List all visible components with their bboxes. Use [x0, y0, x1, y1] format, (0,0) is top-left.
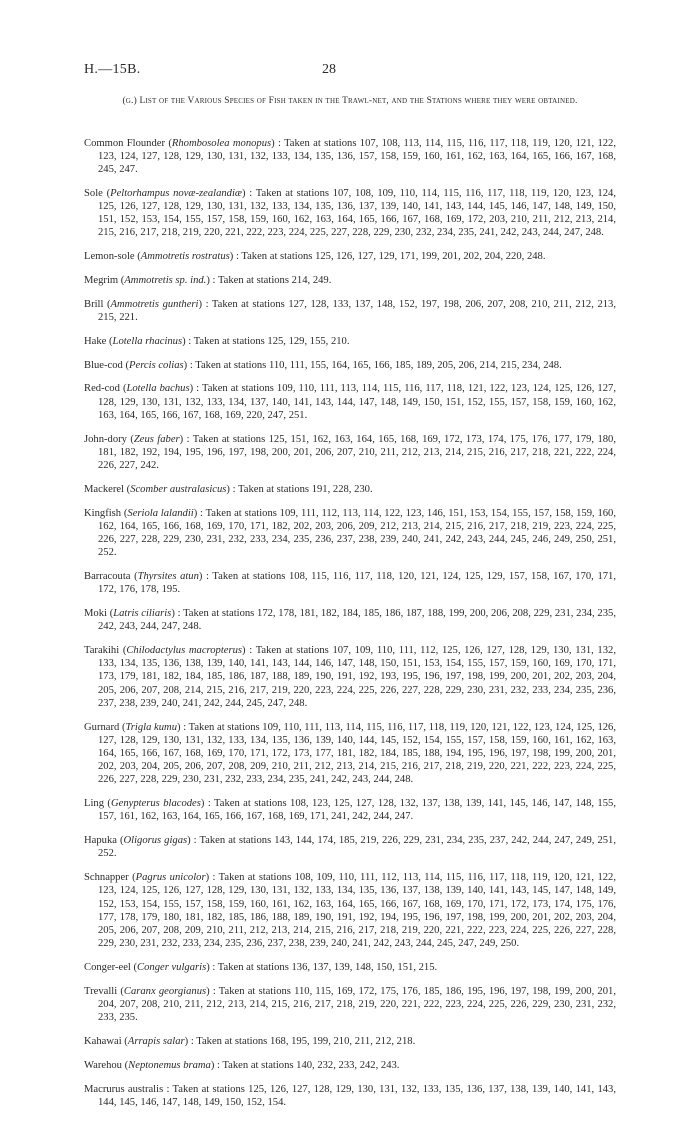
species-stations: Taken at stations 109, 110, 111, 113, 114, 115, 116, 117, 118, 121, 122, 123, 124, 125, 126, 127, 128, 129, 130, 131, 132, 133, 134, 137, 140, 141, 143, 144, 147, 148, 149, 150, 151, 152, 155, 157, 158, 159, 160, 162, 163, 164, 165, 166, 167, 168, 169, 220, 247, 251. [98, 383, 616, 421]
species-latin-name: Rhombosolea monopus [171, 137, 272, 149]
species-latin-name: Thyrsites atun [137, 571, 199, 582]
species-entry: Mackerel (Scomber australasicus) : Taken at stations 191, 228, 230. [84, 483, 373, 495]
species-entry: Sole (Peltorhampus novæ-zealandiæ) : Taken at stations 107, 108, 109, 110, 114, 115, 116, 117, 118, 119, 120, 123, 124, 125, 126, 127, 128, 129, 130, 131, 132, 133, 134, 135, 136, 137, 139, 140, 141, 143, 144, 145, 146, 147, 148, 149, 150, 151, 152, 153, 154, 155, 157, 158, 159, 160, 162, 163, 164, 165, 166, 167, 168, 169, 172, 203, 210, 211, 212, 213, 214, 215, 216, 217, 218, 219, 220, 221, 222, 223, 224, 225, 227, 228, 229, 230, 232, 234, 235, 241, 242, 243, 244, 247, 248. [84, 187, 616, 239]
species-entry: Barracouta (Thyrsites atun) : Taken at stations 108, 115, 116, 117, 118, 120, 121, 124, 125, 129, 157, 158, 167, 170, 171, 172, 176, 178, 195. [84, 571, 616, 596]
species-latin-name: Conger vulgaris [137, 962, 207, 974]
species-common-name: Lemon-sole [84, 251, 135, 263]
species-stations: Taken at stations 109, 111, 112, 113, 114, 122, 123, 146, 151, 153, 154, 155, 157, 158, 159, 160, 162, 164, 165, 166, 168, 169, 170, 171, 182, 202, 203, 206, 209, 212, 213, 214, 215, 216, 217, 218, 219, 223, 224, 225, 226, 227, 228, 229, 230, 231, 232, 233, 234, 235, 236, 237, 238, 239, 240, 241, 242, 243, 244, 245, 246, 249, 250, 251, 252. [98, 507, 616, 559]
species-latin-name: Arrapis salar [127, 1036, 185, 1048]
page-header [84, 62, 624, 82]
species-stations: Taken at stations 107, 109, 110, 111, 112, 125, 126, 127, 128, 129, 130, 131, 132, 133, 134, 135, 136, 138, 139, 140, 141, 143, 144, 146, 147, 148, 150, 151, 153, 154, 155, 157, 159, 160, 169, 170, 171, 173, 179, 181, 182, 184, 185, 186, 187, 188, 189, 190, 191, 192, 193, 195, 196, 197, 198, 199, 200, 201, 202, 203, 204, 205, 206, 207, 208, 214, 215, 216, 217, 219, 220, 223, 224, 225, 226, 227, 228, 229, 230, 231, 232, 233, 234, 235, 236, 237, 238, 239, 240, 241, 242, 244, 245, 247, 248. [98, 645, 616, 709]
page-number: 28 [322, 62, 336, 77]
species-entry: Macrurus australis : Taken at stations 125, 126, 127, 128, 129, 130, 131, 132, 133, 135, 136, 137, 138, 139, 140, 141, 143, 144, 145, 146, 147, 148, 149, 150, 152, 154. [84, 1083, 616, 1108]
species-latin-name: Neptonemus brama [128, 1059, 211, 1071]
species-common-name: Schnapper [84, 872, 129, 884]
species-stations: Taken at stations 108, 115, 116, 117, 118, 120, 121, 124, 125, 129, 157, 158, 167, 170, 171, 172, 176, 178, 195. [98, 571, 616, 596]
species-stations: Taken at stations 127, 128, 133, 137, 148, 152, 197, 198, 206, 207, 208, 210, 211, 212, 213, 215, 221. [98, 298, 616, 323]
species-entry: Megrim (Ammotretis sp. ind.) : Taken at stations 214, 249. [84, 275, 332, 286]
species-latin-name: Zeus faber [133, 433, 180, 445]
species-latin-name: Lotella bachus [126, 383, 190, 395]
document-reference: H.—15B. [84, 62, 141, 77]
species-latin-name: Oligorus gigas [123, 835, 188, 847]
species-common-name: Trevalli [84, 985, 118, 997]
species-entry: Tarakihi (Chilodactylus macropterus) : Taken at stations 107, 109, 110, 111, 112, 125, 126, 127, 128, 129, 130, 131, 132, 133, 134, 135, 136, 138, 139, 140, 141, 143, 144, 146, 147, 148, 150, 151, 153, 154, 155, 157, 159, 160, 169, 170, 171, 173, 179, 181, 182, 184, 185, 186, 187, 188, 189, 190, 191, 192, 193, 195, 196, 197, 198, 199, 200, 201, 202, 203, 204, 205, 206, 207, 208, 214, 215, 216, 217, 219, 220, 223, 224, 225, 226, 227, 228, 229, 230, 231, 232, 233, 234, 235, 236, 237, 238, 239, 240, 241, 242, 244, 245, 247, 248. [84, 645, 616, 709]
species-common-name: Tarakihi [84, 645, 120, 656]
species-stations: Taken at stations 125, 151, 162, 163, 164, 165, 168, 169, 172, 173, 174, 175, 176, 177, 179, 180, 181, 182, 192, 194, 195, 196, 197, 198, 200, 201, 206, 207, 210, 211, 212, 213, 214, 215, 216, 217, 218, 221, 222, 224, 226, 227, 242. [98, 433, 616, 471]
species-stations: Taken at stations 110, 115, 169, 172, 175, 176, 185, 186, 195, 196, 197, 198, 199, 200, 201, 204, 207, 208, 210, 211, 212, 213, 214, 215, 216, 217, 218, 219, 220, 221, 222, 223, 224, 225, 226, 229, 230, 231, 232, 233, 235. [98, 985, 616, 1024]
species-stations: Taken at stations 108, 109, 110, 111, 112, 113, 114, 115, 116, 117, 118, 119, 120, 121, 122, 123, 124, 125, 126, 127, 128, 129, 130, 131, 132, 133, 134, 135, 136, 137, 138, 139, 140, 141, 143, 145, 147, 148, 149, 152, 153, 154, 155, 157, 158, 159, 160, 161, 162, 163, 164, 165, 166, 167, 168, 169, 170, 171, 172, 173, 174, 175, 176, 177, 178, 179, 180, 181, 182, 185, 186, 188, 189, 190, 191, 192, 194, 195, 196, 197, 198, 199, 200, 201, 202, 203, 204, 205, 206, 207, 208, 209, 210, 211, 212, 213, 214, 215, 216, 217, 218, 219, 220, 221, 222, 223, 224, 225, 226, 227, 228, 229, 230, 231, 232, 233, 234, 235, 236, 237, 238, 239, 240, 241, 242, 243, 244, 245, 247, 249, 250. [98, 872, 616, 950]
species-latin-name: Genypterus blacodes [110, 798, 201, 810]
species-entry: Moki (Latris ciliaris) : Taken at stations 172, 178, 181, 182, 184, 185, 186, 187, 188, 199, 200, 206, 208, 229, 231, 234, 235, 242, 243, 244, 247, 248. [84, 608, 616, 633]
species-latin-name: Trigla kumu [125, 721, 178, 733]
species-stations: Taken at stations 109, 110, 111, 113, 114, 115, 116, 117, 118, 119, 120, 121, 122, 123, 124, 125, 126, 127, 128, 129, 130, 131, 132, 133, 134, 135, 136, 139, 140, 144, 145, 152, 154, 155, 157, 158, 159, 160, 161, 162, 163, 164, 165, 166, 167, 168, 169, 170, 171, 172, 173, 177, 181, 182, 184, 185, 188, 194, 195, 196, 197, 198, 199, 200, 201, 202, 203, 204, 205, 206, 207, 208, 209, 210, 211, 212, 213, 214, 215, 216, 217, 218, 219, 220, 221, 222, 223, 224, 225, 226, 227, 228, 229, 230, 231, 232, 233, 234, 235, 241, 242, 243, 244, 248. [98, 721, 616, 786]
species-latin-name: Latris ciliaris [113, 608, 172, 619]
species-common-name: Macrurus australis [84, 1083, 164, 1095]
species-latin-name: Scomber australasicus [130, 483, 227, 495]
species-stations: Taken at stations 143, 144, 174, 185, 219, 226, 229, 231, 234, 235, 237, 242, 244, 247, 249, 251, 252. [98, 835, 616, 860]
species-entry: Kahawai (Arrapis salar) : Taken at stations 168, 195, 199, 210, 211, 212, 218. [84, 1036, 416, 1048]
species-entry: Warehou (Neptonemus brama) : Taken at stations 140, 232, 233, 242, 243. [84, 1059, 400, 1071]
species-latin-name: Ammotretis sp. ind. [124, 275, 207, 286]
species-common-name: Gurnard [84, 721, 120, 733]
species-entry: Conger-eel (Conger vulgaris) : Taken at stations 136, 137, 139, 148, 150, 151, 215. [84, 962, 438, 974]
species-entry: Blue-cod (Percis colias) : Taken at stations 110, 111, 155, 164, 165, 166, 185, 189, 205, 206, 214, 215, 234, 248. [84, 359, 562, 371]
species-common-name: Sole [84, 187, 103, 199]
species-common-name: Kahawai [84, 1036, 122, 1048]
species-stations: Taken at stations 107, 108, 109, 110, 114, 115, 116, 117, 118, 119, 120, 123, 124, 125, 126, 127, 128, 129, 130, 131, 132, 133, 134, 135, 136, 137, 139, 140, 141, 143, 144, 145, 146, 147, 148, 149, 150, 151, 152, 153, 154, 155, 157, 158, 159, 160, 162, 163, 164, 165, 166, 167, 168, 169, 172, 203, 210, 211, 212, 213, 214, 215, 216, 217, 218, 219, 220, 221, 222, 223, 224, 225, 227, 228, 229, 230, 232, 234, 235, 241, 242, 243, 244, 247, 248. [98, 187, 616, 239]
species-latin-name: Ammotretis guntheri [110, 298, 199, 310]
species-latin-name: Peltorhampus novæ-zealandiæ [110, 187, 242, 199]
species-latin-name: Lotella rhacinus [112, 335, 183, 347]
species-common-name: Moki [84, 608, 107, 619]
species-stations: Taken at stations 168, 195, 199, 210, 211, 212, 218. [196, 1036, 416, 1048]
species-latin-name: Caranx georgianus [123, 985, 207, 997]
species-entry: Trevalli (Caranx georgianus) : Taken at stations 110, 115, 169, 172, 175, 176, 185, 186, 195, 196, 197, 198, 199, 200, 201, 204, 207, 208, 210, 211, 212, 213, 214, 215, 216, 217, 218, 219, 220, 221, 222, 223, 224, 225, 226, 229, 230, 231, 232, 233, 235. [84, 985, 616, 1024]
species-latin-name: Chilodactylus macropterus [126, 645, 243, 656]
species-list [84, 126, 616, 1115]
species-stations: Taken at stations 107, 108, 113, 114, 115, 116, 117, 118, 119, 120, 121, 122, 123, 124, 127, 128, 129, 130, 131, 132, 133, 134, 135, 136, 157, 158, 159, 160, 161, 162, 163, 164, 165, 166, 167, 168, 245, 247. [98, 137, 616, 175]
species-stations: Taken at stations 214, 249. [217, 275, 332, 286]
species-stations: Taken at stations 172, 178, 181, 182, 184, 185, 186, 187, 188, 199, 200, 206, 208, 229, 231, 234, 235, 242, 243, 244, 247, 248. [98, 608, 616, 633]
species-stations: Taken at stations 125, 126, 127, 128, 129, 130, 131, 132, 133, 135, 136, 137, 138, 139, 140, 141, 143, 144, 145, 146, 147, 148, 149, 150, 152, 154. [98, 1083, 616, 1108]
species-latin-name: Pagrus unicolor [135, 872, 206, 884]
species-common-name: Hapuka [84, 835, 117, 847]
species-latin-name: Percis colias [129, 359, 184, 371]
species-entry: Gurnard (Trigla kumu) : Taken at stations 109, 110, 111, 113, 114, 115, 116, 117, 118, 119, 120, 121, 122, 123, 124, 125, 126, 127, 128, 129, 130, 131, 132, 133, 134, 135, 136, 139, 140, 144, 145, 152, 154, 155, 157, 158, 159, 160, 161, 162, 163, 164, 165, 166, 167, 168, 169, 170, 171, 172, 173, 177, 181, 182, 184, 185, 188, 194, 195, 196, 197, 198, 199, 200, 201, 202, 203, 204, 205, 206, 207, 208, 209, 210, 211, 212, 213, 214, 215, 216, 217, 218, 219, 220, 221, 222, 223, 224, 225, 226, 227, 228, 229, 230, 231, 232, 233, 234, 235, 241, 242, 243, 244, 248. [84, 721, 616, 786]
species-common-name: Conger-eel [84, 962, 131, 974]
species-stations: Taken at stations 136, 137, 139, 148, 150, 151, 215. [217, 962, 438, 974]
species-stations: Taken at stations 191, 228, 230. [238, 483, 373, 495]
species-stations: Taken at stations 108, 123, 125, 127, 128, 132, 137, 138, 139, 141, 145, 146, 147, 148, 155, 157, 161, 162, 163, 164, 165, 166, 167, 168, 169, 171, 241, 242, 244, 247. [98, 798, 616, 823]
species-common-name: Hake [84, 335, 107, 347]
species-entry: Common Flounder (Rhombosolea monopus) : Taken at stations 107, 108, 113, 114, 115, 116, 117, 118, 119, 120, 121, 122, 123, 124, 127, 128, 129, 130, 131, 132, 133, 134, 135, 136, 157, 158, 159, 160, 161, 162, 163, 164, 165, 166, 167, 168, 245, 247. [84, 137, 616, 175]
species-common-name: Mackerel [84, 483, 124, 495]
species-entry: Brill (Ammotretis guntheri) : Taken at stations 127, 128, 133, 137, 148, 152, 197, 198, 206, 207, 208, 210, 211, 212, 213, 215, 221. [84, 298, 616, 323]
species-entry: Kingfish (Seriola lalandii) : Taken at stations 109, 111, 112, 113, 114, 122, 123, 146, 151, 153, 154, 155, 157, 158, 159, 160, 162, 164, 165, 166, 168, 169, 170, 171, 182, 202, 203, 206, 209, 212, 213, 214, 215, 216, 217, 218, 219, 223, 224, 225, 226, 227, 228, 229, 230, 231, 232, 233, 234, 235, 236, 237, 238, 239, 240, 241, 242, 243, 244, 245, 246, 249, 250, 251, 252. [84, 507, 616, 559]
species-common-name: Red-cod [84, 383, 120, 395]
species-stations: Taken at stations 110, 111, 155, 164, 165, 166, 185, 189, 205, 206, 214, 215, 234, 248. [195, 359, 562, 371]
species-common-name: Barracouta [84, 571, 131, 582]
species-common-name: Ling [84, 798, 105, 810]
species-stations: Taken at stations 140, 232, 233, 242, 243. [222, 1059, 400, 1071]
species-common-name: Warehou [84, 1059, 122, 1071]
species-entry: Hapuka (Oligorus gigas) : Taken at stations 143, 144, 174, 185, 219, 226, 229, 231, 234, 235, 237, 242, 244, 247, 249, 251, 252. [84, 835, 616, 860]
species-entry: Red-cod (Lotella bachus) : Taken at stations 109, 110, 111, 113, 114, 115, 116, 117, 118, 121, 122, 123, 124, 125, 126, 127, 128, 129, 130, 131, 132, 133, 134, 137, 140, 141, 143, 144, 147, 148, 149, 150, 151, 152, 155, 157, 158, 159, 160, 162, 163, 164, 165, 166, 167, 168, 169, 220, 247, 251. [84, 383, 616, 421]
species-latin-name: Ammotretis rostratus [140, 251, 230, 263]
section-heading: (g.) List of the Various Species of Fish taken in the Trawl-net, and the Stations where they were obtained. [122, 96, 578, 106]
species-latin-name: Seriola lalandii [127, 507, 194, 519]
species-entry: John-dory (Zeus faber) : Taken at stations 125, 151, 162, 163, 164, 165, 168, 169, 172, 173, 174, 175, 176, 177, 179, 180, 181, 182, 192, 194, 195, 196, 197, 198, 200, 201, 206, 207, 210, 211, 212, 213, 214, 215, 216, 217, 218, 221, 222, 224, 226, 227, 242. [84, 433, 616, 471]
species-entry: Hake (Lotella rhacinus) : Taken at stations 125, 129, 155, 210. [84, 335, 350, 347]
species-stations: Taken at stations 125, 126, 127, 129, 171, 199, 201, 202, 204, 220, 248. [241, 251, 546, 263]
species-common-name: Common Flounder [84, 137, 166, 149]
species-common-name: Kingfish [84, 507, 122, 519]
species-entry: Schnapper (Pagrus unicolor) : Taken at stations 108, 109, 110, 111, 112, 113, 114, 115, 116, 117, 118, 119, 120, 121, 122, 123, 124, 125, 126, 127, 128, 129, 130, 131, 132, 133, 134, 135, 136, 137, 138, 139, 140, 141, 143, 145, 147, 148, 149, 152, 153, 154, 155, 157, 158, 159, 160, 161, 162, 163, 164, 165, 166, 167, 168, 169, 170, 171, 172, 173, 174, 175, 176, 177, 178, 179, 180, 181, 182, 185, 186, 188, 189, 190, 191, 192, 194, 195, 196, 197, 198, 199, 200, 201, 202, 203, 204, 205, 206, 207, 208, 209, 210, 211, 212, 213, 214, 215, 216, 217, 218, 219, 220, 221, 222, 223, 224, 225, 226, 227, 228, 229, 230, 231, 232, 233, 234, 235, 236, 237, 238, 239, 240, 241, 242, 243, 244, 245, 247, 249, 250. [84, 872, 616, 950]
species-common-name: Megrim [84, 275, 119, 286]
species-common-name: Brill [84, 298, 104, 310]
species-common-name: John-dory [84, 433, 127, 445]
species-entry: Lemon-sole (Ammotretis rostratus) : Taken at stations 125, 126, 127, 129, 171, 199, 201, 202, 204, 220, 248. [84, 251, 546, 263]
species-entry: Ling (Genypterus blacodes) : Taken at stations 108, 123, 125, 127, 128, 132, 137, 138, 139, 141, 145, 146, 147, 148, 155, 157, 161, 162, 163, 164, 165, 166, 167, 168, 169, 171, 241, 242, 244, 247. [84, 798, 616, 823]
species-common-name: Blue-cod [84, 359, 123, 371]
species-stations: Taken at stations 125, 129, 155, 210. [193, 335, 350, 347]
